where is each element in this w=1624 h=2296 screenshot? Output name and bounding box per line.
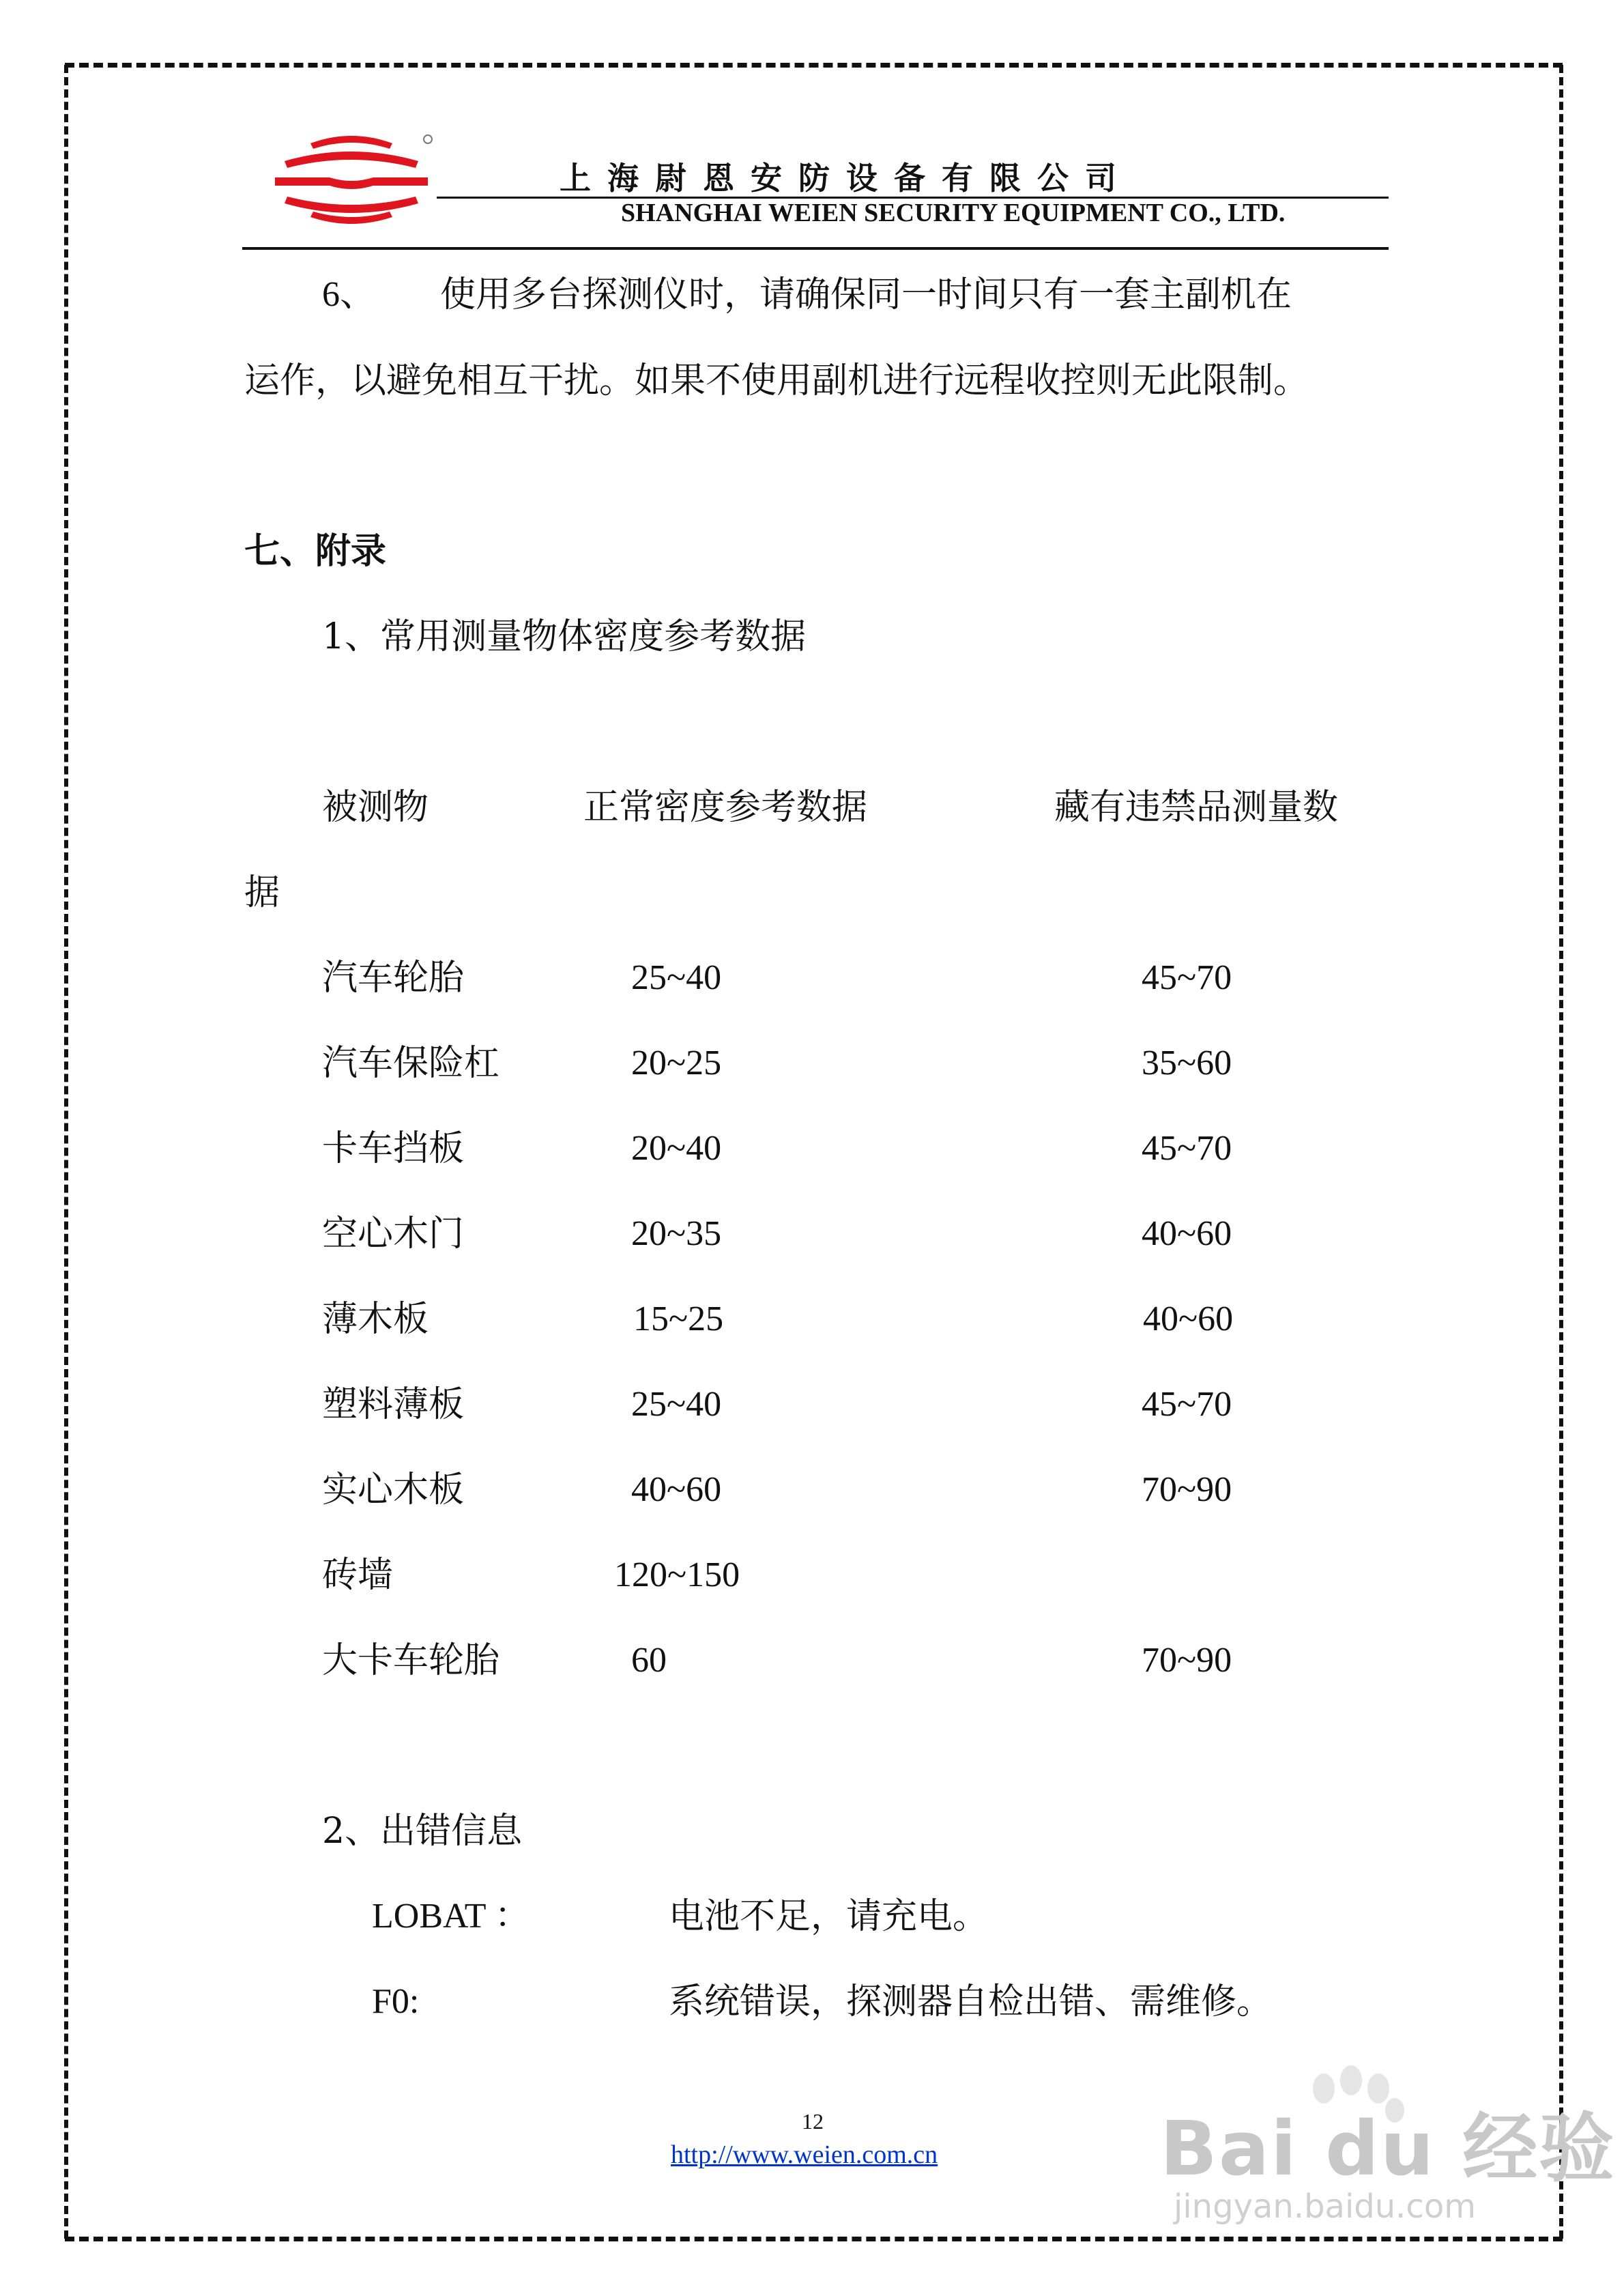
table-cell-normal: 60 bbox=[631, 1641, 667, 1680]
table-header-wrap: 据 bbox=[244, 872, 280, 913]
table-cell-normal: 20~40 bbox=[631, 1129, 722, 1168]
table-header-contraband: 藏有违禁品测量数 bbox=[1054, 787, 1339, 828]
page-frame-right bbox=[1559, 65, 1563, 2239]
table-cell-normal: 40~60 bbox=[631, 1470, 722, 1509]
watermark-brand: Bai du 经验 bbox=[1160, 2105, 1616, 2192]
table-cell-object: 薄木板 bbox=[322, 1299, 429, 1340]
subsection-2-title: 2、出错信息 bbox=[322, 1811, 523, 1852]
footer-link[interactable]: http://www.weien.com.cn bbox=[671, 2140, 938, 2169]
page-frame-bottom bbox=[65, 2237, 1563, 2241]
table-header-object: 被测物 bbox=[322, 787, 429, 828]
table-cell-object: 大卡车轮胎 bbox=[322, 1640, 500, 1681]
error-code: F0: bbox=[372, 1982, 420, 2021]
table-cell-object: 卡车挡板 bbox=[322, 1128, 465, 1169]
table-cell-contraband: 70~90 bbox=[1142, 1641, 1232, 1680]
watermark-sub: jingyan.baidu.com bbox=[1174, 2187, 1476, 2226]
table-header-normal: 正常密度参考数据 bbox=[583, 787, 868, 828]
table-cell-object: 砖墙 bbox=[322, 1555, 394, 1596]
table-cell-normal: 20~35 bbox=[631, 1214, 722, 1253]
company-name-en: SHANGHAI WEIEN SECURITY EQUIPMENT CO., LTD. bbox=[621, 199, 1286, 227]
table-cell-object: 塑料薄板 bbox=[322, 1384, 465, 1425]
table-cell-object: 实心木板 bbox=[322, 1469, 465, 1510]
section-heading: 七、附录 bbox=[244, 530, 387, 572]
page-frame-top bbox=[65, 63, 1563, 68]
page-number: 12 bbox=[802, 2109, 824, 2134]
item6-line2: 运作，以避免相互干扰。如果不使用副机进行远程收控则无此限制。 bbox=[244, 360, 1309, 401]
page-frame-left bbox=[64, 65, 68, 2239]
error-description: 系统错误，探测器自检出错、需维修。 bbox=[669, 1981, 1273, 2022]
table-cell-object: 汽车保险杠 bbox=[322, 1043, 500, 1084]
weien-logo-icon bbox=[270, 128, 433, 224]
error-code: LOBAT ： bbox=[372, 1897, 530, 1936]
item6-line1: 使用多台探测仪时，请确保同一时间只有一套主副机在 bbox=[440, 274, 1292, 315]
table-cell-contraband: 70~90 bbox=[1142, 1470, 1232, 1509]
table-cell-contraband: 45~70 bbox=[1142, 1385, 1232, 1424]
table-cell-object: 空心木门 bbox=[322, 1214, 465, 1254]
table-cell-normal: 20~25 bbox=[631, 1044, 722, 1082]
table-cell-object: 汽车轮胎 bbox=[322, 958, 465, 999]
table-cell-contraband: 45~70 bbox=[1142, 1129, 1232, 1168]
table-cell-contraband: 35~60 bbox=[1142, 1044, 1232, 1082]
table-cell-normal: 120~150 bbox=[614, 1555, 740, 1594]
company-name-cn: 上海尉恩安防设备有限公司 bbox=[560, 160, 1133, 197]
item6-number: 6、 bbox=[322, 275, 376, 314]
table-cell-contraband: 40~60 bbox=[1143, 1300, 1234, 1338]
table-cell-normal: 25~40 bbox=[631, 958, 722, 997]
table-cell-contraband: 40~60 bbox=[1142, 1214, 1232, 1253]
error-description: 电池不足，请充电。 bbox=[669, 1896, 989, 1937]
table-cell-normal: 15~25 bbox=[633, 1300, 724, 1338]
header-underline bbox=[242, 247, 1389, 250]
table-cell-contraband: 45~70 bbox=[1142, 958, 1232, 997]
subsection-1-title: 1、常用测量物体密度参考数据 bbox=[322, 616, 807, 657]
table-cell-normal: 25~40 bbox=[631, 1385, 722, 1424]
